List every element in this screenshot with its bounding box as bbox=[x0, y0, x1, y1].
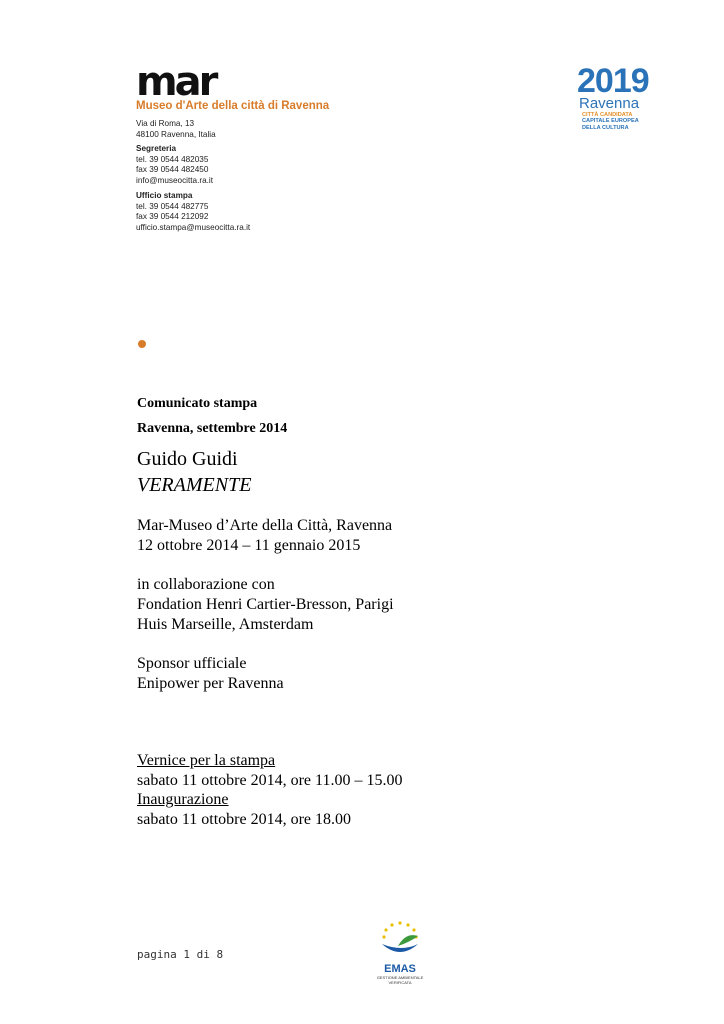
venue: Mar-Museo d’Arte della Città, Ravenna bbox=[137, 517, 393, 534]
emas-emblem-icon bbox=[372, 918, 428, 958]
logo-city: Ravenna bbox=[579, 95, 640, 112]
emas-sub2: VERIFICATA bbox=[388, 980, 412, 985]
emas-logo bbox=[372, 918, 428, 985]
exhibition-title: VERAMENTE bbox=[137, 474, 252, 496]
stampa-block bbox=[136, 191, 250, 233]
emas-sub1: GESTIONE AMBIENTALE bbox=[376, 975, 424, 980]
date-line: Ravenna, settembre 2014 bbox=[137, 421, 288, 436]
stampa-tel: tel. 39 0544 482775 bbox=[136, 201, 209, 211]
collab-2: Huis Marseille, Amsterdam bbox=[137, 616, 314, 633]
period: 12 ottobre 2014 – 11 gennaio 2015 bbox=[137, 537, 361, 554]
sponsor: Enipower per Ravenna bbox=[137, 675, 284, 692]
address-line: 48100 Ravenna, Italia bbox=[136, 129, 216, 139]
logo-line1: CITTÀ CANDIDATA bbox=[582, 112, 633, 118]
collab-1: Fondation Henri Cartier-Bresson, Parigi bbox=[137, 596, 394, 613]
artist-name: Guido Guidi bbox=[137, 448, 238, 470]
stampa-heading: Ufficio stampa bbox=[136, 191, 193, 200]
mar-logo: mar bbox=[136, 59, 216, 105]
logo-line2: CAPITALE EUROPEA bbox=[582, 118, 639, 125]
vernice-date: sabato 11 ottobre 2014, ore 11.00 – 15.00 bbox=[137, 772, 403, 789]
segreteria-email[interactable]: info@museocitta.ra.it bbox=[136, 175, 214, 185]
segreteria-tel: tel. 39 0544 482035 bbox=[136, 154, 209, 164]
orange-dot bbox=[138, 340, 146, 348]
emas-text: EMAS bbox=[384, 963, 416, 975]
segreteria-heading: Segreteria bbox=[136, 144, 177, 153]
comunicato-label: Comunicato stampa bbox=[137, 396, 258, 411]
logo-year: 2019 bbox=[577, 62, 649, 100]
inaug-label: Inaugurazione bbox=[137, 791, 229, 808]
collab-label: in collaborazione con bbox=[137, 576, 275, 593]
vernice-label: Vernice per la stampa bbox=[137, 752, 276, 769]
ravenna-2019-logo bbox=[577, 62, 661, 131]
stampa-email[interactable]: ufficio.stampa@museocitta.ra.it bbox=[136, 222, 251, 232]
logo-line3: DELLA CULTURA bbox=[582, 124, 629, 131]
segreteria-block bbox=[136, 144, 213, 186]
address-block bbox=[136, 119, 216, 140]
stampa-fax: fax 39 0544 212092 bbox=[136, 212, 209, 222]
segreteria-fax: fax 39 0544 482450 bbox=[136, 165, 209, 175]
page-number: pagina 1 di 8 bbox=[137, 948, 224, 961]
museum-name: Museo d'Arte della città di Ravenna bbox=[136, 100, 330, 112]
sponsor-label: Sponsor ufficiale bbox=[137, 655, 247, 672]
address-line: Via di Roma, 13 bbox=[136, 119, 195, 128]
inaug-date: sabato 11 ottobre 2014, ore 18.00 bbox=[137, 811, 352, 828]
